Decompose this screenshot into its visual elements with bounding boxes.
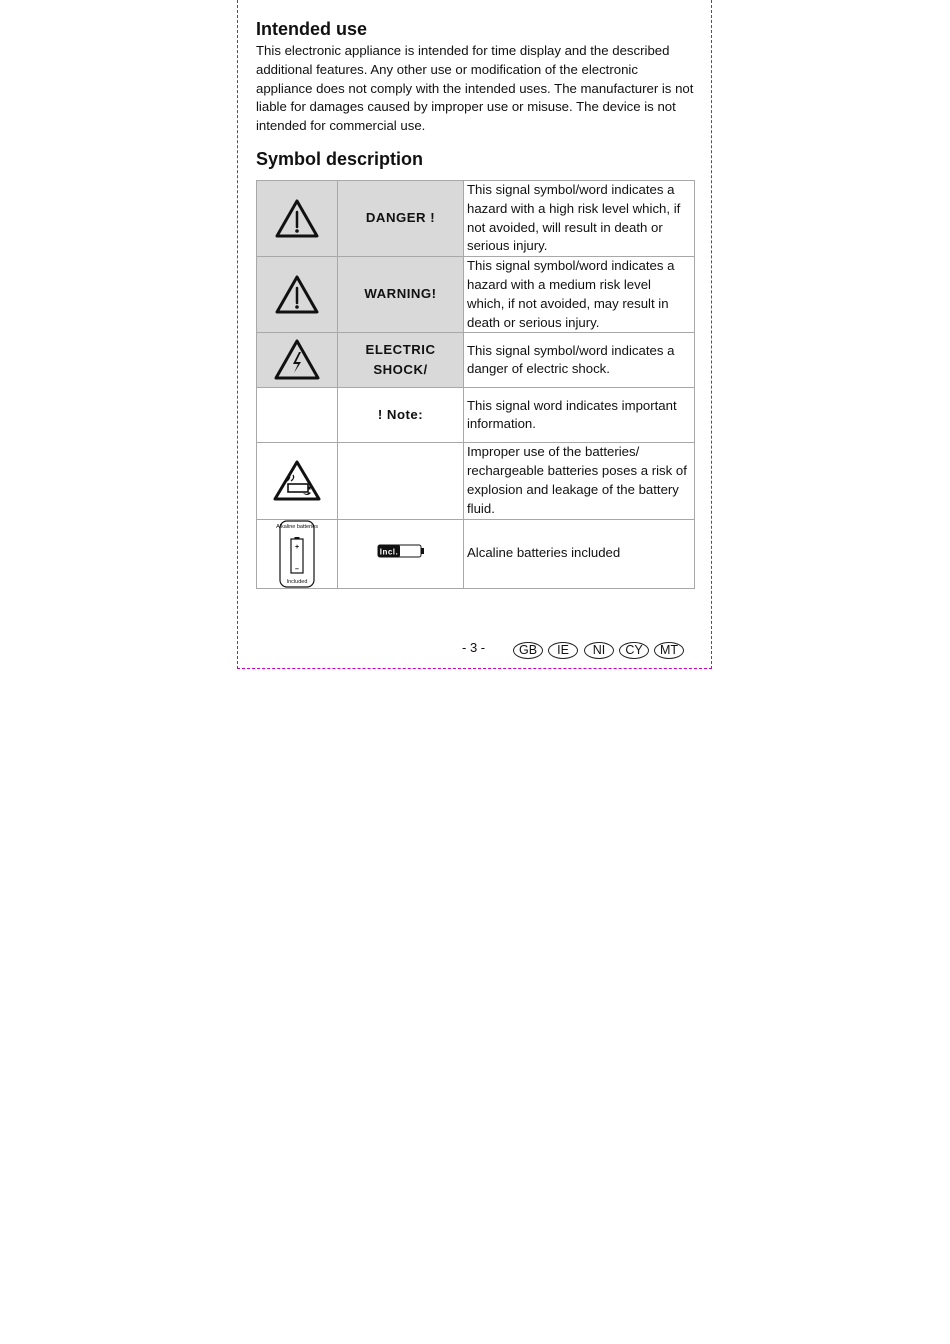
symbol-cell xyxy=(257,257,338,333)
svg-text:+: + xyxy=(294,543,300,551)
electric-shock-icon xyxy=(274,339,320,381)
description-cell: This signal symbol/word indicates a danger of electric shock. xyxy=(464,333,695,388)
country-badge-gb: GB xyxy=(513,642,543,659)
symbol-table xyxy=(256,180,695,589)
country-badge-cy: CY xyxy=(619,642,649,659)
symbol-cell xyxy=(257,519,338,588)
description-cell: Alcaline batteries included xyxy=(464,519,695,588)
symbol-cell xyxy=(257,443,338,519)
warning-triangle-icon xyxy=(275,275,319,315)
country-badge-ie: IE xyxy=(548,642,578,659)
symbol-cell xyxy=(257,333,338,388)
battery-top-label: Alkaline batteries xyxy=(276,523,318,530)
description-cell: This signal word indicates important information. xyxy=(464,388,695,443)
description-cell: This signal symbol/word indicates a hazard with a medium risk level which, if not avoided, may result in death or serious injury. xyxy=(464,257,695,333)
symbol-cell xyxy=(257,181,338,257)
description-cell: This signal symbol/word indicates a hazard with a high risk level which, if not avoided, will result in death or serious injury. xyxy=(464,181,695,257)
table-row xyxy=(257,181,695,257)
manual-page xyxy=(237,0,712,669)
signal-word-cell: ! Note: xyxy=(338,388,464,443)
signal-word-cell xyxy=(338,443,464,519)
alkaline-battery-icon xyxy=(276,520,318,588)
signal-word-cell: WARNING! xyxy=(338,257,464,333)
battery-hazard-icon xyxy=(273,460,321,502)
battery-incl-icon xyxy=(377,543,425,559)
description-cell: Improper use of the batteries/ rechargeable batteries poses a risk of explosion and leakage of the battery fluid. xyxy=(464,443,695,519)
country-badge-ni: NI xyxy=(584,642,614,659)
page-number: - 3 - xyxy=(462,640,486,655)
table-row xyxy=(257,519,695,588)
svg-text:–: – xyxy=(295,565,299,573)
signal-word-cell: DANGER ! xyxy=(338,181,464,257)
table-row xyxy=(257,257,695,333)
table-row xyxy=(257,388,695,443)
symbol-description-heading: Symbol description xyxy=(256,149,424,169)
table-row xyxy=(257,333,695,388)
signal-word-cell xyxy=(338,519,464,588)
signal-word-cell: ELECTRIC SHOCK/ xyxy=(338,333,464,388)
country-badge-mt: MT xyxy=(654,642,684,659)
page-footer xyxy=(238,638,713,662)
table-row xyxy=(257,443,695,519)
intended-use-heading: Intended use xyxy=(256,19,368,39)
symbol-cell xyxy=(257,388,338,443)
battery-bottom-label: Included xyxy=(286,578,308,585)
intended-use-paragraph: This electronic appliance is intended for time display and the described additional features. Any other use or modification of the electronic appliance does not comply with the intended uses. The manufacturer is not liable for damages caused by improper use or misuse. The device is not intended for commercial use. xyxy=(256,43,694,134)
battery-incl-label: Incl. xyxy=(379,547,398,557)
warning-triangle-icon xyxy=(275,199,319,239)
